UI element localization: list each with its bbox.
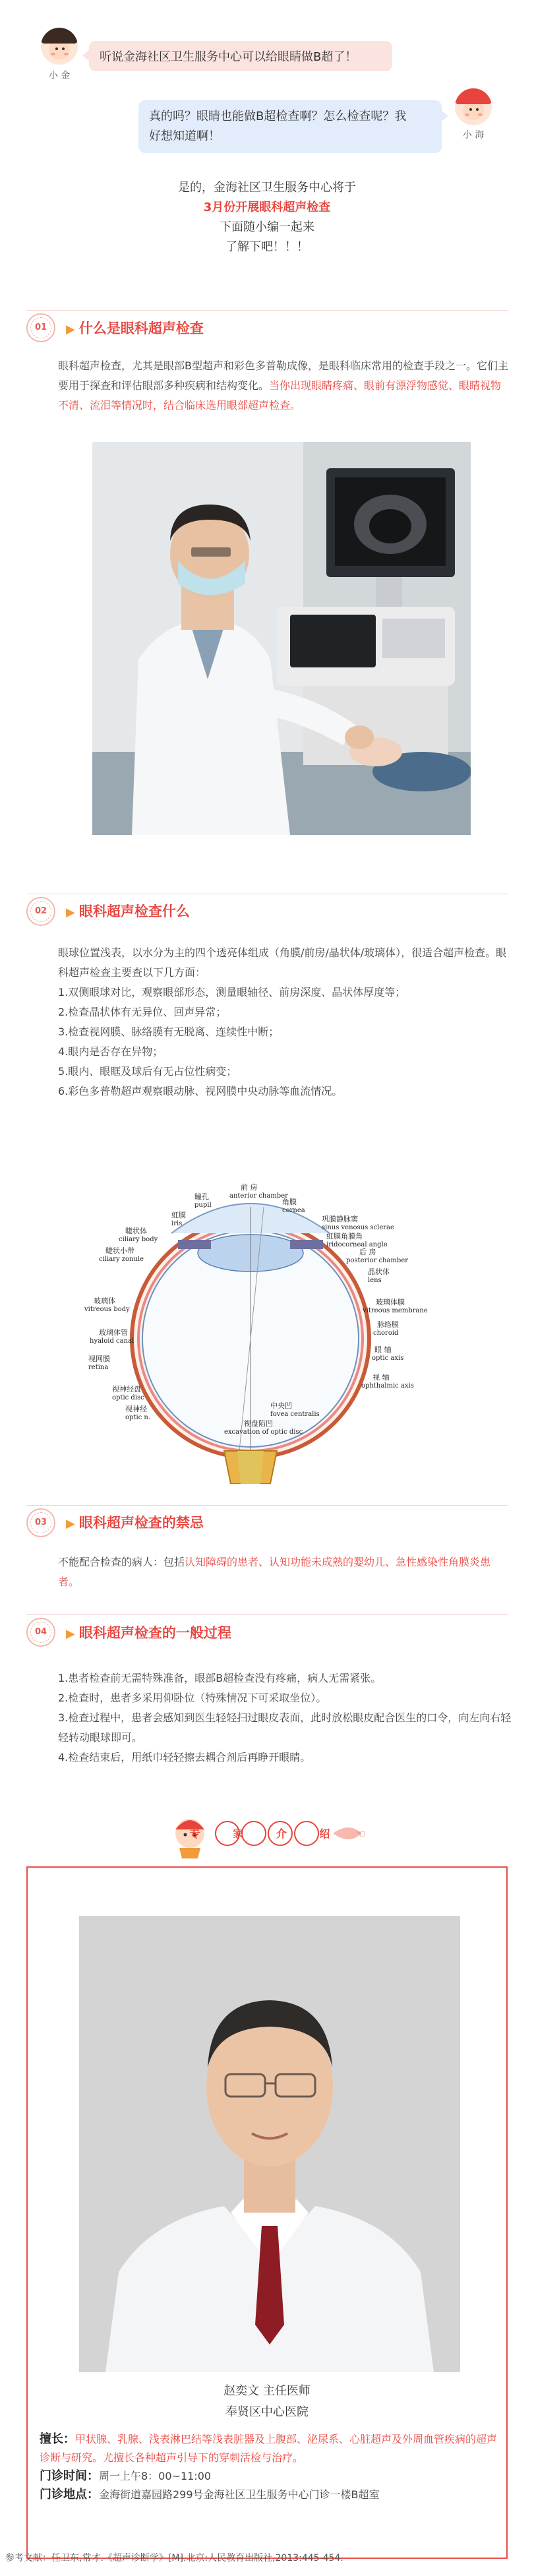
expert-clinic-time [40, 2467, 501, 2486]
intro-text [0, 178, 534, 257]
svg-text:lens: lens [368, 1277, 382, 1284]
section-04-line: 1.患者检查前无需特殊准备，眼部B超检查没有疼痛，病人无需紧张。 [58, 1672, 382, 1684]
triangle-icon: ▶ [66, 322, 75, 336]
expert-name: 赵奕文 主任医师 [223, 2384, 311, 2398]
chat-intro [0, 0, 534, 290]
section-title-02: ▶ 眼科超声检查什么 [66, 904, 190, 919]
doctor-ultrasound-photo [92, 442, 471, 835]
reply-line-2: 好想知道啊！ [149, 129, 220, 143]
section-02-line: 6.彩色多普勒超声观察眼动脉、视网膜中央动脉等血流情况。 [58, 1085, 343, 1097]
time-label: 门诊时间： [40, 2469, 99, 2483]
reply-bubble [138, 100, 442, 153]
expert-intro-badge [0, 1807, 534, 1860]
svg-text:retina: retina [88, 1364, 109, 1371]
section-02-line: 2.检查晶状体有无异位、回声异常； [58, 1006, 227, 1018]
section-02-line: 5.眼内、眼眶及球后有无占位性病变； [58, 1065, 237, 1078]
intro-line-3: 下面随小编一起来 [220, 220, 314, 234]
svg-text:ciliary zonule: ciliary zonule [99, 1256, 144, 1263]
svg-text:iridocorneal angle: iridocorneal angle [326, 1241, 388, 1248]
svg-text:玻璃体: 玻璃体 [94, 1297, 115, 1305]
section-title-01: ▶ 什么是眼科超声检查 [66, 321, 204, 336]
svg-text:玻璃体膜: 玻璃体膜 [376, 1298, 405, 1306]
expert-name-block [0, 2381, 534, 2423]
specialty-label: 擅长： [40, 2432, 75, 2446]
section-divider [26, 310, 508, 311]
svg-text:posterior chamber: posterior chamber [346, 1257, 409, 1264]
place-label: 门诊地点： [40, 2488, 99, 2501]
svg-text:excavation of optic disc: excavation of optic disc [224, 1428, 303, 1436]
svg-text:cornea: cornea [282, 1207, 305, 1214]
svg-text:iris: iris [171, 1220, 183, 1227]
section-04-line: 2.检查时，患者多采用仰卧位（特殊情况下可采取坐位）。 [58, 1692, 327, 1704]
svg-text:前 房: 前 房 [241, 1183, 258, 1192]
section-04-line: 3.检查过程中，患者会感知到医生轻轻扫过眼皮表面，此时放松眼皮配合医生的口令，向左向右轻轻转动眼球即可。 [58, 1711, 512, 1744]
reference-note: 参考文献：任卫东,常才.《超声诊断学》[M].北京:人民教育出版社,2013:445-454. [5, 2553, 343, 2563]
svg-text:optic axis: optic axis [372, 1355, 404, 1362]
svg-text:虹膜: 虹膜 [171, 1211, 186, 1219]
svg-text:角膜: 角膜 [282, 1198, 297, 1206]
section-divider [26, 1505, 508, 1506]
svg-text:sinus venosus sclerae: sinus venosus sclerae [322, 1224, 394, 1231]
svg-text:视神经: 视神经 [125, 1405, 147, 1413]
section-01-text: 眼科超声检查，尤其是眼部B型超声和彩色多普勒成像，是眼科临床常用的检查手段之一。它们主要用于探查和评估眼部多种疾病和结构变化。当你出现眼睛疼痛、眼前有漂浮物感觉、眼睛视物不清、流泪等情况时，结合临床选用眼部超声检查。 [58, 359, 508, 412]
reply-line-1: 真的吗？眼睛也能做B超检查啊？怎么检查呢？我 [149, 109, 407, 123]
expert-info [40, 2430, 501, 2504]
svg-text:中央凹: 中央凹 [270, 1401, 292, 1410]
specialty-text: 甲状腺、乳腺、浅表淋巴结等浅表脏器及上腹部、泌尿系、心脏超声及外周血管疾病的超声诊断与研究。尤擅长各种超声引导下的穿刺活检与治疗。 [40, 2433, 498, 2464]
section-04-text [58, 1669, 512, 1767]
right-avatar-label: 小 海 [462, 130, 485, 140]
svg-text:optic n.: optic n. [125, 1414, 151, 1421]
svg-text:视神经盘: 视神经盘 [112, 1385, 141, 1394]
svg-text:视 轴: 视 轴 [372, 1373, 390, 1382]
svg-text:视盘陷凹: 视盘陷凹 [244, 1419, 273, 1428]
svg-text:脉络膜: 脉络膜 [377, 1320, 399, 1329]
svg-text:瞳孔: 瞳孔 [194, 1192, 209, 1201]
svg-text:ciliary body: ciliary body [119, 1236, 158, 1243]
svg-text:☜: ☜ [356, 1827, 366, 1840]
svg-text:睫状小带: 睫状小带 [105, 1246, 134, 1255]
section-02-line: 3.检查视网膜、脉络膜有无脱离、连续性中断； [58, 1026, 280, 1038]
intro-line-4: 了解下吧！！！ [225, 240, 309, 254]
svg-text:虹膜角膜角: 虹膜角膜角 [326, 1232, 363, 1241]
section-02-line: 1.双侧眼球对比，观察眼部形态，测量眼轴径、前房深度、晶状体厚度等； [58, 986, 406, 998]
section-04-line: 4.检查结束后，用纸巾轻轻擦去耦合剂后再睁开眼睛。 [58, 1751, 311, 1763]
svg-text:视网膜: 视网膜 [88, 1355, 110, 1363]
section-number-02: 02 [26, 897, 55, 926]
question-bubble: 听说金海社区卫生服务中心可以给眼睛做B超了！ [89, 41, 392, 71]
triangle-icon: ▶ [66, 1627, 75, 1641]
svg-text:fovea centralis: fovea centralis [270, 1411, 320, 1418]
expert-portrait [79, 1916, 460, 2372]
svg-text:晶状体: 晶状体 [368, 1268, 390, 1276]
section-02-line: 眼球位置浅表，以水分为主的四个透亮体组成（角膜/前房/晶状体/玻璃体），很适合超声检查。眼科超声检查主要查以下几方面： [58, 946, 507, 979]
svg-text:睫状体: 睫状体 [125, 1227, 147, 1235]
svg-text:ophthalmic axis: ophthalmic axis [361, 1382, 414, 1390]
svg-text:pupil: pupil [194, 1202, 212, 1209]
time-text: 周一上午8：00~11:00 [99, 2470, 212, 2482]
section-title-03: ▶ 眼科超声检查的禁忌 [66, 1515, 204, 1531]
triangle-icon: ▶ [66, 1517, 75, 1531]
expert-specialty [40, 2430, 501, 2467]
section-02-text [58, 943, 512, 1101]
svg-text:玻璃体管: 玻璃体管 [99, 1328, 128, 1337]
section-number-04: 04 [26, 1618, 55, 1647]
svg-text:vitreous body: vitreous body [84, 1306, 130, 1313]
svg-text:optic disc: optic disc [112, 1394, 144, 1401]
section-divider [26, 1614, 508, 1615]
svg-text:后 房: 后 房 [359, 1248, 376, 1256]
section-number-01: 01 [26, 313, 55, 342]
svg-text:choroid: choroid [373, 1330, 399, 1337]
expert-hospital: 奉贤区中心医院 [225, 2405, 309, 2419]
section-02-line: 4.眼内是否存在异物； [58, 1045, 163, 1058]
svg-text:anterior chamber: anterior chamber [229, 1192, 288, 1200]
girl-avatar [41, 28, 78, 65]
svg-text:hyaloid canal: hyaloid canal [90, 1337, 134, 1345]
svg-text:眼 轴: 眼 轴 [374, 1345, 392, 1354]
intro-line-1: 是的，金海社区卫生服务中心将于 [178, 181, 356, 195]
section-number-03: 03 [26, 1508, 55, 1537]
svg-text:vitreous membrane: vitreous membrane [363, 1307, 428, 1314]
triangle-icon: ▶ [66, 905, 75, 919]
expert-clinic-place [40, 2486, 501, 2504]
section-03-text: 不能配合检查的病人：包括认知障碍的患者、认知功能未成熟的婴幼儿、急性感染性角膜炎患者。 [58, 1556, 491, 1588]
section-title-04: ▶ 眼科超声检查的一般过程 [66, 1625, 231, 1641]
expert-badge-text: 专 家 介 绍 [189, 1827, 345, 1840]
svg-text:巩膜静脉窦: 巩膜静脉窦 [322, 1215, 358, 1223]
left-avatar-label: 小 金 [48, 71, 71, 81]
place-text: 金海街道嘉园路299号金海社区卫生服务中心门诊一楼B超室 [99, 2488, 380, 2501]
eye-anatomy-diagram [73, 1181, 481, 1484]
intro-line-2: 3月份开展眼科超声检查 [203, 200, 331, 214]
boy-avatar [455, 88, 492, 125]
